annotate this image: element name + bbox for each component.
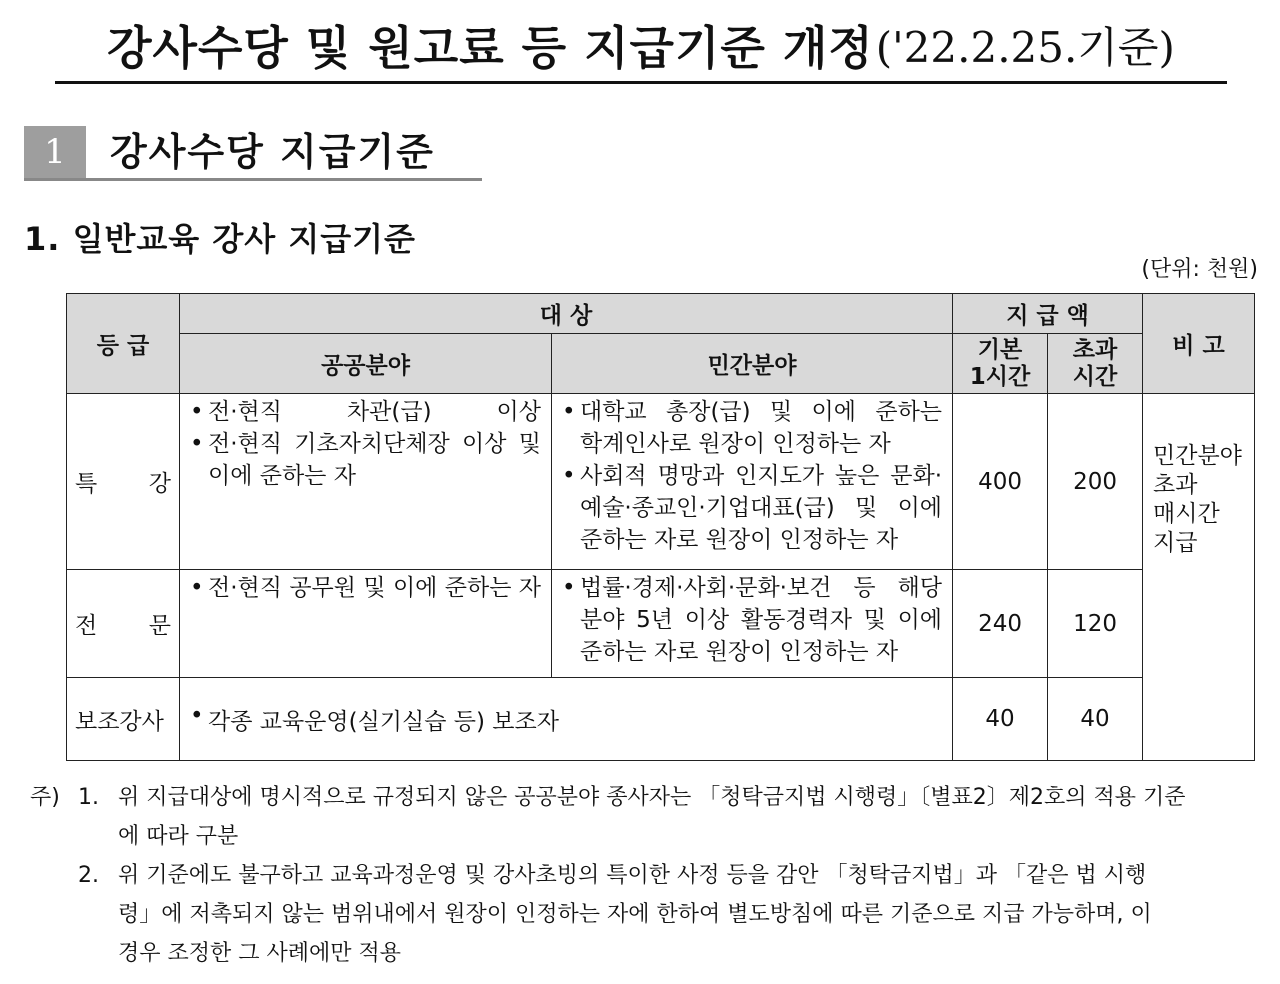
special-private-2c: 준하는 자로 원장이 인정하는 자: [580, 527, 899, 553]
special-private-1a: 대학교 총장(급) 및 이에 준하는: [580, 399, 943, 425]
footnote-prefix: 주): [30, 785, 60, 810]
special-private-1b: 학계인사로 원장이 인정하는 자: [580, 431, 891, 457]
footnotes: [30, 778, 1262, 973]
special-private-2b: 예술·종교인·기업대표(급) 및 이에: [580, 495, 943, 521]
special-public-2b: 이에 준하는 자: [208, 463, 356, 489]
header-remarks: 비 고: [1143, 294, 1255, 394]
footnote-2: [30, 856, 1262, 973]
list-item: [190, 396, 541, 428]
special-extra-amount: 200: [1048, 394, 1143, 570]
grade-special: [67, 394, 180, 570]
bullet: •: [562, 575, 576, 601]
list-item: [562, 396, 942, 460]
header-extra-hour-line1: 초과: [1072, 336, 1118, 363]
footnote-2-line3: 경우 조정한 그 사례에만 적용: [118, 941, 401, 966]
list-item: [562, 572, 942, 668]
remark-line: 지급: [1153, 530, 1198, 556]
bullet: •: [190, 575, 204, 601]
footnote-2-line2: 령」에 저촉되지 않는 범위내에서 원장이 인정하는 자에 한하여 별도방침에 따른 기준으로 지급 가능하며, 이: [118, 902, 1152, 927]
grade-expert: [67, 570, 180, 678]
header-base-hour-line1: 기본: [977, 336, 1023, 363]
remarks-cell: [1143, 394, 1255, 761]
bullet: •: [190, 702, 204, 729]
expert-public-1: 전·현직 공무원 및 이에 준하는 자: [208, 575, 541, 601]
header-extra-hour-line2: 시간: [1072, 363, 1118, 390]
remark-line: 초과: [1153, 472, 1198, 498]
grade-expert-a: 전: [75, 613, 98, 639]
footnote-1-number: 1.: [78, 785, 99, 810]
unit-note: (단위: 천원): [1141, 257, 1258, 282]
remark-line: 매시간: [1153, 501, 1220, 527]
list-item: [190, 703, 942, 736]
header-base-hour-line2: 1시간: [969, 363, 1031, 390]
list-item: [190, 572, 541, 604]
document-title: [55, 8, 1227, 84]
list-item: [562, 460, 942, 556]
grade-special-a: 특: [75, 471, 98, 497]
footnote-1-line1: 위 지급대상에 명시적으로 규정되지 않은 공공분야 종사자는 「청탁금지법 시행령」〔별표2〕제2호의 적용 기준: [118, 785, 1186, 810]
footnote-2-line1: 위 기준에도 불구하고 교육과정운영 및 강사초빙의 특이한 사정 등을 감안 「청탁금지법」과 「같은 법 시행: [118, 863, 1147, 888]
grade-assistant: 보조강사: [67, 678, 180, 761]
assistant-base-amount: 40: [953, 678, 1048, 761]
document-title-date: ('22.2.25.기준): [875, 22, 1175, 72]
footnote-1-line2: 에 따라 구분: [118, 824, 239, 849]
assistant-extra-amount: 40: [1048, 678, 1143, 761]
payment-table: [66, 293, 1255, 761]
bullet: •: [562, 463, 576, 489]
document-title-text: 강사수당 및 원고료 등 지급기준 개정: [107, 20, 874, 75]
header-base-hour: [953, 334, 1048, 394]
remark-line: 민간분야: [1153, 443, 1242, 469]
special-private-cell: [552, 394, 953, 570]
header-private: 민간분야: [552, 334, 953, 394]
header-grade: 등 급: [67, 294, 180, 394]
footnote-1: [30, 778, 1262, 856]
assistant-target-cell: [180, 678, 953, 761]
bullet: •: [562, 399, 576, 425]
header-public: 공공분야: [180, 334, 552, 394]
list-item: [190, 428, 541, 492]
section-heading: [24, 126, 482, 181]
bullet: •: [190, 399, 204, 425]
section-title: 강사수당 지급기준: [110, 130, 435, 174]
header-extra-hour: [1048, 334, 1143, 394]
special-public-cell: [180, 394, 552, 570]
grade-special-b: 강: [148, 471, 171, 497]
expert-public-cell: [180, 570, 552, 678]
subsection-title: 1. 일반교육 강사 지급기준: [24, 220, 416, 258]
expert-private-1c: 준하는 자로 원장이 인정하는 자: [580, 639, 899, 665]
special-private-2a: 사회적 명망과 인지도가 높은 문화·: [580, 463, 943, 489]
bullet: •: [190, 431, 204, 457]
section-number: 1: [24, 126, 86, 178]
special-base-amount: 400: [953, 394, 1048, 570]
expert-private-1b: 분야 5년 이상 활동경력자 및 이에: [580, 607, 943, 633]
expert-private-1a: 법률·경제·사회·문화·보건 등 해당: [580, 575, 943, 601]
expert-private-cell: [552, 570, 953, 678]
assistant-target-1: 각종 교육운영(실기실습 등) 보조자: [208, 708, 559, 735]
expert-extra-amount: 120: [1048, 570, 1143, 678]
header-target: 대 상: [180, 294, 953, 334]
grade-expert-b: 문: [148, 613, 171, 639]
special-public-2a: 전·현직 기초자치단체장 이상 및: [208, 431, 541, 457]
header-payment: 지 급 액: [953, 294, 1143, 334]
footnote-2-number: 2.: [78, 863, 99, 888]
special-public-1: 전·현직 차관(급) 이상: [208, 399, 541, 425]
expert-base-amount: 240: [953, 570, 1048, 678]
